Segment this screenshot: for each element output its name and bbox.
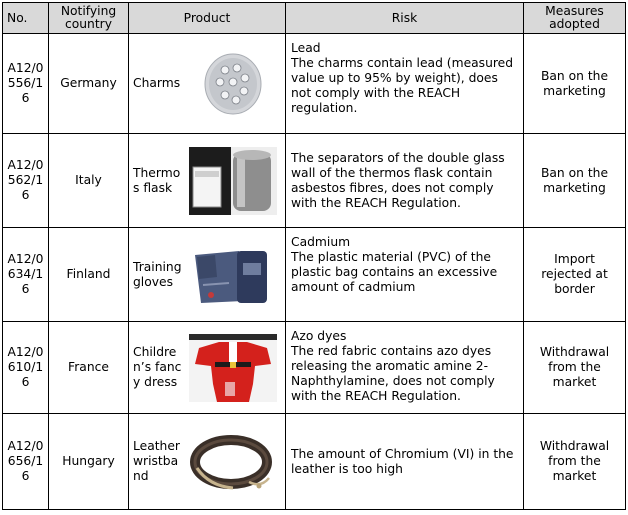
- row-risk: [286, 134, 524, 228]
- row-risk: [286, 34, 524, 134]
- row-country: Hungary: [49, 414, 129, 510]
- costume-photo-icon: [189, 334, 277, 402]
- row-number: A12/0656/16: [3, 414, 49, 510]
- header-country: Notifying country: [49, 3, 129, 34]
- header-product: Product: [129, 3, 286, 34]
- risk-text: The separators of the double glass wall of the thermos flask contain asbestos fibres, does not comply with the REACH Regulation.: [291, 150, 505, 210]
- table-row: [3, 228, 626, 322]
- row-risk: [286, 228, 524, 322]
- product-name: Thermos flask: [133, 165, 181, 195]
- risk-text: The amount of Chromium (VI) in the leather is too high: [291, 446, 514, 476]
- notifications-table-wrapper: [2, 2, 626, 510]
- thermos-photo-icon: [189, 147, 277, 215]
- row-measure: Import rejected at border: [524, 228, 626, 322]
- row-measure: Ban on the marketing: [524, 34, 626, 134]
- table-row: [3, 322, 626, 414]
- row-product: [129, 414, 286, 510]
- row-product: [129, 228, 286, 322]
- risk-title: Lead: [291, 41, 321, 55]
- product-name: Charms: [133, 76, 181, 90]
- table-row: [3, 414, 626, 510]
- row-country: Italy: [49, 134, 129, 228]
- row-measure: Withdrawal from the market: [524, 414, 626, 510]
- notifications-table: [2, 2, 626, 510]
- risk-title: Cadmium: [291, 235, 351, 249]
- row-product: [129, 322, 286, 414]
- row-country: Germany: [49, 34, 129, 134]
- header-risk: Risk: [286, 3, 524, 34]
- row-number: A12/0562/16: [3, 134, 49, 228]
- row-risk: [286, 414, 524, 510]
- row-measure: Withdrawal from the market: [524, 322, 626, 414]
- product-name: Children’s fancy dress: [133, 345, 182, 389]
- wristband-photo-icon: [189, 428, 277, 496]
- row-number: A12/0556/16: [3, 34, 49, 134]
- header-row: [3, 3, 626, 34]
- table-row: [3, 134, 626, 228]
- risk-text: The red fabric contains azo dyes releasing the aromatic amine 2-Naphthylamine, does not comply with the REACH Regulation.: [291, 344, 495, 403]
- row-number: A12/0610/16: [3, 322, 49, 414]
- table-row: [3, 34, 626, 134]
- row-measure: Ban on the marketing: [524, 134, 626, 228]
- row-country: France: [49, 322, 129, 414]
- row-country: Finland: [49, 228, 129, 322]
- risk-title: Azo dyes: [291, 329, 347, 343]
- row-number: A12/0634/16: [3, 228, 49, 322]
- header-measures: Measures adopted: [524, 3, 626, 34]
- header-no: No.: [3, 3, 49, 34]
- risk-text: The plastic material (PVC) of the plastic bag contains an excessive amount of cadmium: [291, 250, 498, 294]
- product-name: Leather wristband: [133, 439, 180, 483]
- row-product: [129, 134, 286, 228]
- row-risk: [286, 322, 524, 414]
- gloves-photo-icon: [189, 241, 277, 309]
- charms-photo-icon: [189, 50, 277, 118]
- risk-text: The charms contain lead (measured value up to 95% by weight), does not comply with the REACH regulation.: [291, 56, 514, 115]
- row-product: [129, 34, 286, 134]
- product-name: Training gloves: [133, 259, 182, 289]
